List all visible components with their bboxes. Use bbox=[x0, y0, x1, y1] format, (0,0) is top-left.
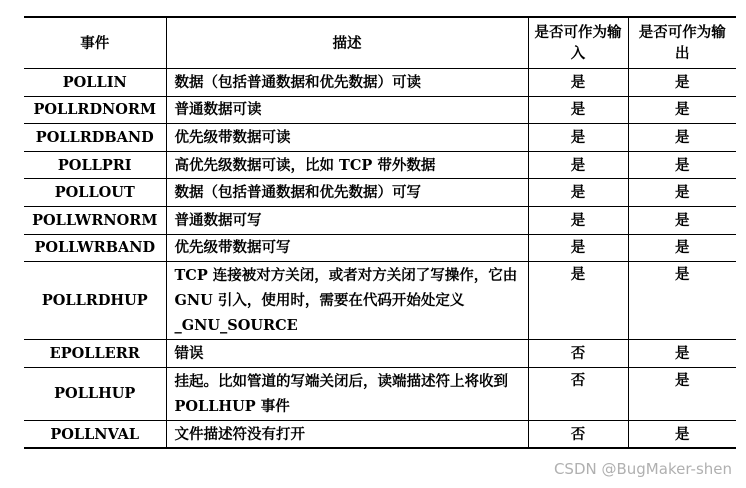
input-cell: 是 bbox=[528, 124, 628, 152]
output-cell: 是 bbox=[628, 340, 736, 368]
event-cell: POLLRDNORM bbox=[24, 96, 166, 124]
output-cell: 是 bbox=[628, 151, 736, 179]
table-row bbox=[24, 179, 736, 207]
table-row bbox=[24, 206, 736, 234]
event-cell: EPOLLERR bbox=[24, 340, 166, 368]
output-cell: 是 bbox=[628, 124, 736, 152]
table-row bbox=[24, 69, 736, 97]
poll-events-table bbox=[24, 16, 736, 449]
description-cell: 高优先级数据可读，比如 TCP 带外数据 bbox=[166, 151, 528, 179]
table-row bbox=[24, 96, 736, 124]
event-cell: POLLOUT bbox=[24, 179, 166, 207]
table-row bbox=[24, 367, 736, 420]
description-cell: 错误 bbox=[166, 340, 528, 368]
description-cell: 文件描述符没有打开 bbox=[166, 420, 528, 448]
input-cell: 是 bbox=[528, 262, 628, 340]
input-cell: 是 bbox=[528, 96, 628, 124]
event-cell: POLLIN bbox=[24, 69, 166, 97]
input-cell: 否 bbox=[528, 420, 628, 448]
description-cell: 挂起。比如管道的写端关闭后，读端描述符上将收到 POLLHUP 事件 bbox=[166, 367, 528, 420]
description-cell: 普通数据可写 bbox=[166, 206, 528, 234]
event-cell: POLLNVAL bbox=[24, 420, 166, 448]
table-row bbox=[24, 420, 736, 448]
table-header-row bbox=[24, 17, 736, 69]
table-row bbox=[24, 124, 736, 152]
input-cell: 是 bbox=[528, 206, 628, 234]
table-row bbox=[24, 340, 736, 368]
header-event: 事件 bbox=[24, 17, 166, 69]
event-cell: POLLPRI bbox=[24, 151, 166, 179]
table-row bbox=[24, 234, 736, 262]
output-cell: 是 bbox=[628, 367, 736, 420]
header-as-input: 是否可作为输入 bbox=[528, 17, 628, 69]
input-cell: 否 bbox=[528, 367, 628, 420]
header-description: 描述 bbox=[166, 17, 528, 69]
output-cell: 是 bbox=[628, 179, 736, 207]
output-cell: 是 bbox=[628, 262, 736, 340]
input-cell: 是 bbox=[528, 151, 628, 179]
table-row bbox=[24, 151, 736, 179]
output-cell: 是 bbox=[628, 69, 736, 97]
input-cell: 是 bbox=[528, 234, 628, 262]
input-cell: 是 bbox=[528, 179, 628, 207]
description-cell: 优先级带数据可写 bbox=[166, 234, 528, 262]
event-cell: POLLRDHUP bbox=[24, 262, 166, 340]
event-cell: POLLHUP bbox=[24, 367, 166, 420]
table-row bbox=[24, 262, 736, 340]
event-cell: POLLRDBAND bbox=[24, 124, 166, 152]
description-cell: 优先级带数据可读 bbox=[166, 124, 528, 152]
event-cell: POLLWRNORM bbox=[24, 206, 166, 234]
event-cell: POLLWRBAND bbox=[24, 234, 166, 262]
description-cell: 数据（包括普通数据和优先数据）可写 bbox=[166, 179, 528, 207]
header-as-output: 是否可作为输出 bbox=[628, 17, 736, 69]
description-cell: TCP 连接被对方关闭，或者对方关闭了写操作，它由 GNU 引入，使用时，需要在代码开始处定义_GNU_SOURCE bbox=[166, 262, 528, 340]
description-cell: 普通数据可读 bbox=[166, 96, 528, 124]
output-cell: 是 bbox=[628, 206, 736, 234]
description-cell: 数据（包括普通数据和优先数据）可读 bbox=[166, 69, 528, 97]
input-cell: 是 bbox=[528, 69, 628, 97]
output-cell: 是 bbox=[628, 420, 736, 448]
output-cell: 是 bbox=[628, 234, 736, 262]
output-cell: 是 bbox=[628, 96, 736, 124]
input-cell: 否 bbox=[528, 340, 628, 368]
watermark: CSDN @BugMaker-shen bbox=[553, 460, 732, 478]
